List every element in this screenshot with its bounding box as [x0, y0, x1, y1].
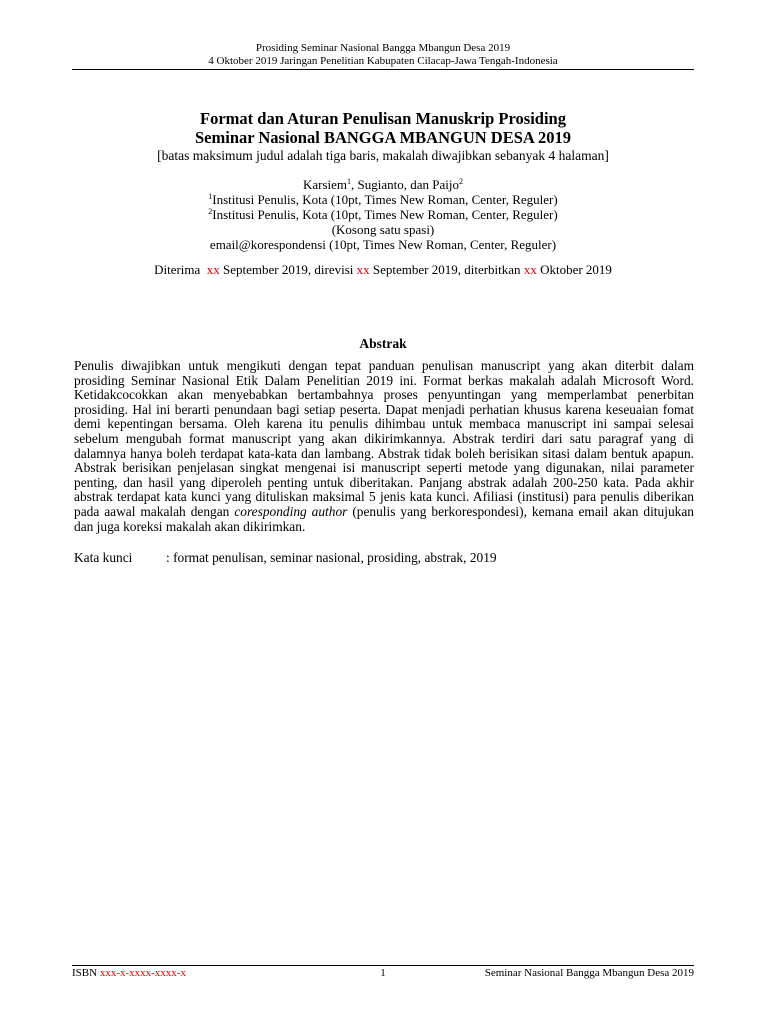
- affiliation-2: [72, 207, 694, 222]
- abstract-text-end: (penulis yang berkorespondesi), kemana email akan ditujukan dan juga koreksi makalah akan dikirimkan.: [74, 503, 694, 534]
- dates-line: [72, 262, 694, 277]
- revised-label: September 2019, direvisi: [223, 262, 354, 277]
- affiliation-1: [72, 192, 694, 207]
- footer-seminar-name: Seminar Nasional Bangga Mbangun Desa 2019: [484, 967, 694, 979]
- blank-line-note: (Kosong satu spasi): [331, 222, 435, 237]
- page-footer: [72, 967, 694, 981]
- correspondence-email: email@korespondensi (10pt, Times New Roman, Center, Reguler): [209, 237, 557, 252]
- authors-block: [72, 177, 694, 252]
- received-label: Diterima: [154, 262, 201, 277]
- author-name-1: Karsiem: [302, 177, 348, 192]
- revised-day: xx: [356, 262, 370, 277]
- keywords-line: [74, 550, 694, 566]
- header-rule: [72, 69, 694, 70]
- page-number: 1: [380, 967, 386, 979]
- header-line-2: 4 Oktober 2019 Jaringan Penelitian Kabupaten Cilacap-Jawa Tengah-Indonesia: [208, 55, 558, 67]
- published-day: xx: [523, 262, 537, 277]
- abstract-text-main: Penulis diwajibkan untuk mengikuti dengan tepat panduan penulisan manuscript yang akan diterbit dalam prosiding Seminar Nasional Etik Dalam Penelitian 2019 ini. Format berkas makalah adalah Microsoft Word. Ketidakcocokkan akan menyebabkan bertambahnya proses penyuntingan yang memperlambat penerbitan prosiding. Hal ini berarti penundaan bagi setiap peserta. Dapat menjadi perhatian khusus karena keseuaian fomat demi kepentingan bersama. Oleh karena itu penulis dihimbau untuk membaca manuscript ini sampai selesai sebelum mengubah format manuscript yang akan dikirimkannya. Abstrak terdiri dari satu paragraf yang di dalamnya hanya boleh terdapat kata-kata dan lambang. Abstrak tidak boleh berisikan sitasi dalam bentuk apapun. Abstrak berisikan penjelasan singkat mengenai isi manuscript seperti metode yang digunakan, nilai parameter penting, dan hasil yang diperoleh penting untuk diberitakan. Panjang abstrak adalah 200-250 kata. Pada akhir abstrak terdapat kata kunci yang dituliskan maksimal 5 jenis kata kunci. Afiliasi (institusi) para penulis diberikan pada aawal makalah dengan: [74, 358, 694, 519]
- isbn-label: ISBN: [72, 967, 98, 979]
- header-line-1: Prosiding Seminar Nasional Bangga Mbangun Desa 2019: [255, 42, 511, 54]
- keywords-label: Kata kunci: [74, 550, 133, 565]
- title-line-1: Format dan Aturan Penulisan Manuskrip Prosiding: [200, 109, 566, 128]
- author-sup-1: 1: [347, 177, 352, 186]
- abstract-heading: Abstrak: [359, 336, 407, 351]
- abstract-body: [74, 359, 694, 534]
- author-sup-2: 2: [459, 177, 463, 186]
- affiliation-2-text: Institusi Penulis, Kota (10pt, Times New Roman, Center, Reguler): [212, 207, 558, 222]
- title-note: [batas maksimum judul adalah tiga baris, makalah diwajibkan sebanyak 4 halaman]: [157, 148, 609, 163]
- author-name-rest: , Sugianto, dan Paijo: [351, 177, 459, 192]
- affiliation-1-text: Institusi Penulis, Kota (10pt, Times New Roman, Center, Reguler): [212, 192, 558, 207]
- abstract-italic-term: coresponding author: [234, 503, 348, 519]
- footer-rule: [72, 965, 694, 966]
- running-header: [72, 42, 694, 68]
- affiliation-2-sup: 2: [208, 207, 213, 216]
- affiliation-1-sup: 1: [208, 192, 213, 201]
- title-line-2: Seminar Nasional BANGGA MBANGUN DESA 2019: [194, 128, 572, 147]
- author-names: [72, 177, 694, 192]
- keywords-value: : format penulisan, seminar nasional, prosiding, abstrak, 2019: [166, 550, 497, 565]
- received-day: xx: [206, 262, 220, 277]
- published-month: Oktober 2019: [540, 262, 612, 277]
- isbn-value: xxx-x-xxxx-xxxx-x: [99, 967, 186, 979]
- title-block: [72, 109, 694, 164]
- published-label: September 2019, diterbitkan: [372, 262, 521, 277]
